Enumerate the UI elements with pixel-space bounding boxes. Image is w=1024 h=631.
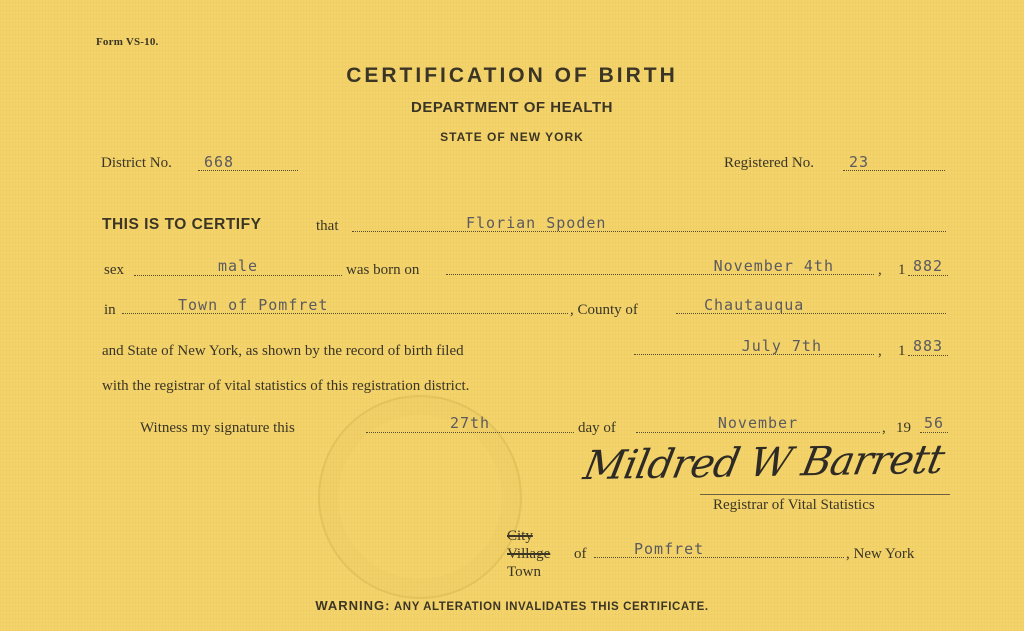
- witness-day: 27th: [366, 414, 574, 433]
- district-number: 668: [198, 153, 298, 171]
- certificate-title: CERTIFICATION OF BIRTH: [346, 64, 678, 87]
- registrar-district-line: with the registrar of vital statistics of this registration district.: [102, 378, 470, 394]
- village-option: Village: [507, 546, 551, 562]
- municipality-state: , New York: [846, 546, 915, 562]
- born-label: was born on: [346, 262, 420, 278]
- in-label: in: [104, 302, 116, 318]
- town-option: Town: [507, 564, 541, 580]
- sex-label: sex: [104, 262, 124, 278]
- witness-year: 56: [920, 414, 948, 433]
- witness-label: Witness my signature this: [140, 420, 295, 436]
- filed-year-prefix: 1: [898, 343, 906, 359]
- birth-year: 882: [908, 257, 948, 276]
- district-label: District No.: [101, 155, 172, 171]
- day-of-label: day of: [578, 420, 616, 436]
- birth-year-comma: ,: [878, 262, 882, 278]
- form-number: Form VS-10.: [96, 36, 159, 48]
- registrant-name: Florian Spoden: [352, 214, 946, 232]
- municipality-name: Pomfret: [594, 540, 844, 558]
- warning-notice: [0, 598, 1024, 613]
- birth-place: Town of Pomfret: [122, 296, 568, 314]
- that-label: that: [316, 218, 339, 234]
- state-header: STATE OF NEW YORK: [440, 130, 584, 144]
- witness-month: November: [636, 414, 880, 433]
- witness-year-comma: ,: [882, 420, 886, 436]
- certify-lead: THIS IS TO CERTIFY: [102, 216, 262, 233]
- of-label: of: [574, 546, 587, 562]
- registrar-signature: Mildred W Barrett: [579, 436, 948, 490]
- birth-year-prefix: 1: [898, 262, 906, 278]
- birth-date: November 4th: [446, 257, 874, 275]
- filed-label: and State of New York, as shown by the record of birth filed: [102, 343, 464, 359]
- registered-label: Registered No.: [724, 155, 814, 171]
- county-name: Chautauqua: [676, 296, 946, 314]
- department-name: DEPARTMENT OF HEALTH: [411, 99, 613, 116]
- city-option: City: [507, 528, 533, 544]
- filed-year-comma: ,: [878, 343, 882, 359]
- filed-date: July 7th: [634, 337, 874, 355]
- witness-year-prefix: 19: [896, 420, 911, 436]
- registered-number: 23: [843, 153, 945, 171]
- warning-text: ANY ALTERATION INVALIDATES THIS CERTIFICATE.: [393, 601, 709, 613]
- filed-year: 883: [908, 337, 948, 356]
- registrar-title: Registrar of Vital Statistics: [713, 497, 875, 513]
- signature-line: [700, 494, 950, 495]
- county-label: , County of: [570, 302, 638, 318]
- sex-value: male: [134, 257, 342, 276]
- warning-label: WARNING:: [315, 598, 391, 613]
